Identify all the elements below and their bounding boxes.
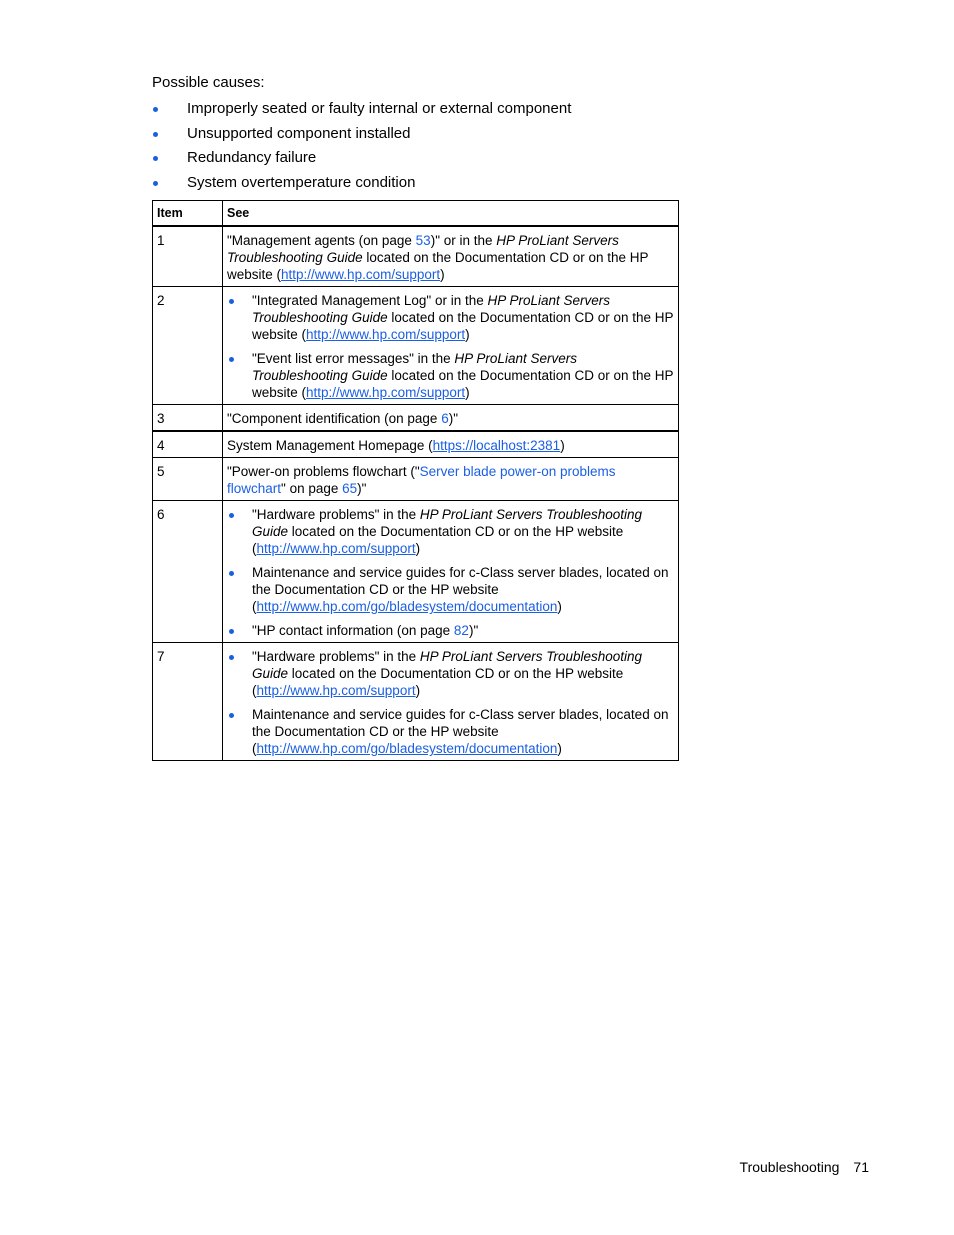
text: Maintenance and service guides for c-Class server blades, located on the Documentation CD or the HP website (	[252, 707, 669, 756]
text: )	[415, 683, 421, 698]
text: )"	[357, 481, 367, 496]
text: )	[440, 267, 445, 282]
table-row	[153, 458, 679, 501]
cause-text: Improperly seated or faulty internal or external component	[187, 100, 572, 117]
item-number: 7	[153, 643, 223, 761]
cause-text: System overtemperature condition	[187, 174, 416, 192]
table-row	[153, 643, 679, 761]
text: )"	[468, 623, 479, 638]
bullet-icon	[229, 299, 234, 304]
list-item	[152, 124, 571, 149]
guide-title: HP ProLiant Servers Troubleshooting Guide	[252, 351, 577, 383]
see-cell	[223, 458, 679, 501]
flowchart-link[interactable]: Server blade power-on problems flowchart	[227, 464, 616, 496]
table-row	[153, 405, 679, 432]
possible-causes-heading: Possible causes:	[152, 74, 265, 91]
bullet-icon	[229, 571, 234, 576]
page-link[interactable]: 65	[342, 481, 358, 496]
list-item	[227, 564, 674, 615]
page-link[interactable]: 82	[453, 623, 469, 638]
text: located on the Documentation CD or on the HP website (	[252, 368, 674, 400]
list-item	[227, 292, 674, 343]
guide-title: HP ProLiant Servers Troubleshooting Guide	[252, 293, 611, 325]
table-header-row	[153, 201, 679, 227]
text: "Management agents (on page	[227, 233, 416, 248]
guide-title: HP ProLiant Servers Troubleshooting Guide	[252, 649, 643, 681]
text: located on the Documentation CD or on the HP website (	[252, 666, 624, 698]
list-item	[227, 648, 674, 699]
text: located on the Documentation CD or on the HP website (	[252, 310, 674, 342]
text: )	[415, 541, 421, 556]
table-row	[153, 287, 679, 405]
text: "Hardware problems" in the	[252, 507, 420, 522]
text: )	[557, 599, 562, 614]
item-number: 2	[153, 287, 223, 405]
text: )	[465, 385, 470, 400]
text: located on the Documentation CD or on the HP website (	[252, 524, 624, 556]
see-cell	[223, 501, 679, 643]
text: "Integrated Management Log" or in the	[252, 293, 488, 308]
text: )	[465, 327, 470, 342]
text: "HP contact information (on page	[252, 623, 454, 638]
see-cell	[223, 431, 679, 458]
table-row	[153, 226, 679, 287]
bullet-icon	[153, 107, 158, 112]
text: located on the Documentation CD or on the HP website (	[227, 250, 649, 282]
text: Maintenance and service guides for c-Class server blades, located on the Documentation CD or the HP website (	[252, 565, 669, 614]
support-url-link[interactable]: http://www.hp.com/support	[256, 683, 416, 698]
item-column-header: Item	[153, 201, 223, 227]
bullet-icon	[229, 513, 234, 518]
text: " on page	[281, 481, 343, 496]
page-footer	[740, 1159, 869, 1175]
text: "Power-on problems flowchart ("	[227, 464, 420, 479]
table-row	[153, 501, 679, 643]
list-item	[152, 99, 571, 124]
reference-table	[152, 200, 679, 761]
bullet-icon	[153, 181, 158, 186]
page-number: 71	[853, 1159, 869, 1175]
list-item	[227, 622, 674, 639]
text: System Management Homepage (	[227, 438, 433, 453]
bullet-icon	[229, 629, 234, 634]
list-item	[152, 173, 571, 198]
text: )" or in the	[430, 233, 497, 248]
item-number: 5	[153, 458, 223, 501]
localhost-link[interactable]: https://localhost:2381	[432, 438, 561, 453]
bullet-icon	[153, 156, 158, 161]
footer-section-title: Troubleshooting	[739, 1159, 840, 1175]
text: )	[557, 741, 562, 756]
bullet-icon	[153, 132, 158, 137]
item-number: 6	[153, 501, 223, 643]
support-url-link[interactable]: http://www.hp.com/support	[256, 541, 416, 556]
see-cell	[223, 643, 679, 761]
cause-text: Redundancy failure	[187, 149, 317, 167]
text: "Hardware problems" in the	[252, 649, 420, 664]
item-number: 1	[153, 226, 223, 287]
documentation-url-link[interactable]: http://www.hp.com/go/bladesystem/documentation	[256, 741, 558, 756]
support-url-link[interactable]: http://www.hp.com/support	[306, 385, 466, 400]
guide-title: HP ProLiant Servers Troubleshooting Guide	[227, 233, 619, 265]
see-cell	[223, 287, 679, 405]
page-link[interactable]: 6	[441, 411, 449, 426]
item-number: 4	[153, 431, 223, 458]
text: "Component identification (on page	[227, 411, 442, 426]
item-number: 3	[153, 405, 223, 432]
list-item	[227, 506, 674, 557]
see-list	[227, 648, 674, 757]
see-list	[227, 292, 674, 401]
bullet-icon	[229, 655, 234, 660]
table-row	[153, 431, 679, 458]
list-item	[152, 148, 571, 173]
bullet-icon	[229, 357, 234, 362]
causes-list	[152, 99, 571, 198]
support-url-link[interactable]: http://www.hp.com/support	[306, 327, 466, 342]
list-item	[227, 350, 674, 401]
see-list	[227, 506, 674, 639]
see-cell	[223, 226, 679, 287]
support-url-link[interactable]: http://www.hp.com/support	[281, 267, 441, 282]
documentation-url-link[interactable]: http://www.hp.com/go/bladesystem/documentation	[256, 599, 558, 614]
guide-title: HP ProLiant Servers Troubleshooting Guide	[252, 507, 643, 539]
text: )	[560, 438, 565, 453]
page-link[interactable]: 53	[415, 233, 431, 248]
text: )"	[448, 411, 458, 426]
cause-text: Unsupported component installed	[187, 124, 411, 142]
see-column-header: See	[223, 201, 679, 227]
text: "Event list error messages" in the	[252, 351, 455, 366]
bullet-icon	[229, 713, 234, 718]
see-cell	[223, 405, 679, 432]
list-item	[227, 706, 674, 757]
